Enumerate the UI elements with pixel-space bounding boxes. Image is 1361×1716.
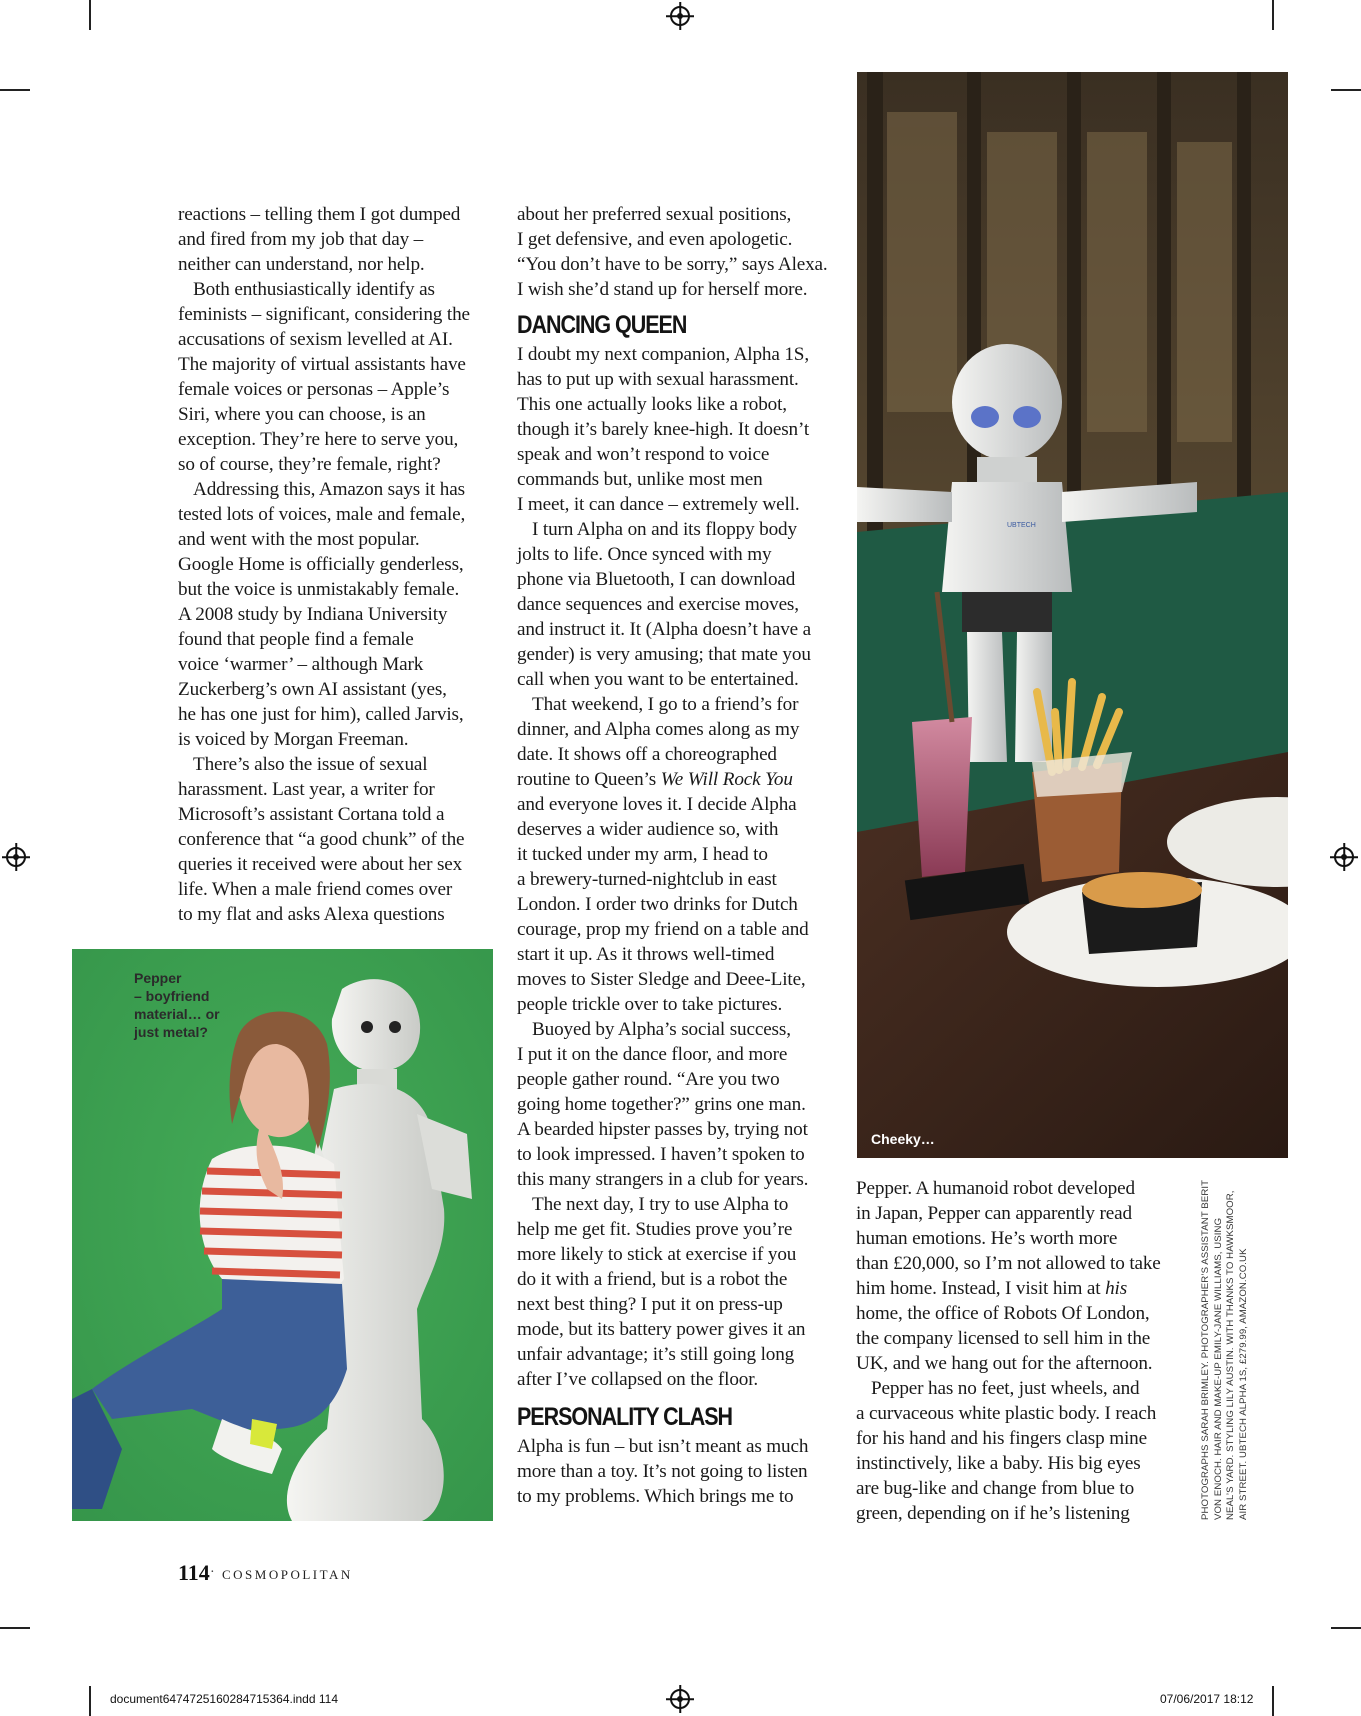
- text-line: [856, 1301, 1186, 1326]
- text-line-content: this many strangers in a club for years.: [517, 1169, 809, 1190]
- text-line-content: accusations of sexism levelled at AI.: [178, 329, 453, 350]
- text-line-content: female voices or personas – Apple’s: [178, 379, 450, 400]
- crop-mark-top-left: [89, 0, 91, 30]
- text-line: [856, 1276, 1186, 1301]
- italic-title: his: [1105, 1278, 1128, 1299]
- text-line: [178, 202, 490, 227]
- text-line-content: human emotions. He’s worth more: [856, 1228, 1118, 1249]
- text-line: [517, 867, 847, 892]
- text-line-content: London. I order two drinks for Dutch: [517, 894, 798, 915]
- text-line: [517, 717, 847, 742]
- text-line: [517, 1117, 847, 1142]
- text-line: [517, 252, 847, 277]
- text-line-content: dinner, and Alpha comes along as my: [517, 719, 800, 740]
- text-line-content: date. It shows off a choreographed: [517, 744, 777, 765]
- text-line: [178, 902, 490, 927]
- text-line-content: unfair advantage; it’s still going long: [517, 1344, 795, 1365]
- text-line-content: the company licensed to sell him in the: [856, 1328, 1151, 1349]
- text-line-content: are bug-like and change from blue to: [856, 1478, 1135, 1499]
- text-line-content: Alpha is fun – but isn’t meant as much: [517, 1436, 809, 1457]
- text-line: [178, 552, 490, 577]
- text-line: [856, 1376, 1186, 1401]
- text-line-content: than £20,000, so I’m not allowed to take: [856, 1253, 1161, 1274]
- pepper-caption-line: Pepper: [134, 970, 182, 986]
- timestamp-slug: 07/06/2017 18:12: [1160, 1692, 1254, 1706]
- text-line-content: to my flat and asks Alexa questions: [178, 904, 445, 925]
- text-line-content: reactions – telling them I got dumped: [178, 204, 461, 225]
- text-line-content: This one actually looks like a robot,: [517, 394, 787, 415]
- registration-mark-right: [1334, 847, 1354, 867]
- text-line-content: tested lots of voices, male and female,: [178, 504, 466, 525]
- column-2-section-2: [517, 1434, 847, 1509]
- text-line-content: more likely to stick at exercise if you: [517, 1244, 797, 1265]
- text-line: [178, 827, 490, 852]
- text-line-content: feminists – significant, considering the: [178, 304, 470, 325]
- alpha-photo-illustration: [857, 72, 1288, 1158]
- text-line: [178, 752, 490, 777]
- text-line: [178, 702, 490, 727]
- text-line-content: Both enthusiastically identify as: [193, 279, 435, 300]
- text-line-content: routine to Queen’s: [517, 769, 657, 790]
- credit-line: AIR STREET. UBTECH ALPHA 1S, £279.99, AMAZON.CO.UK: [1237, 1248, 1249, 1520]
- article-column-2: [517, 202, 847, 1509]
- text-line-content: after I’ve collapsed on the floor.: [517, 1369, 759, 1390]
- text-line: [178, 527, 490, 552]
- credit-line: PHOTOGRAPHS SARAH BRIMLEY. PHOTOGRAPHER’S ASSISTANT BERIT: [1200, 1179, 1211, 1520]
- text-line-content: life. When a male friend comes over: [178, 879, 453, 900]
- text-line: [178, 852, 490, 877]
- magazine-name: COSMOPOLITAN: [222, 1567, 353, 1582]
- text-line: [517, 277, 847, 302]
- text-line-content: Siri, where you can choose, is an: [178, 404, 426, 425]
- text-line-content: A 2008 study by Indiana University: [178, 604, 448, 625]
- pepper-caption-line: – boyfriend: [134, 988, 210, 1004]
- text-line-content: commands but, unlike most men: [517, 469, 763, 490]
- text-line: [178, 727, 490, 752]
- pepper-caption-line: just metal?: [134, 1024, 208, 1040]
- text-line-content: speak and won’t respond to voice: [517, 444, 770, 465]
- text-line-content: a curvaceous white plastic body. I reach: [856, 1403, 1157, 1424]
- text-line-content: people trickle over to take pictures.: [517, 994, 783, 1015]
- text-line: [517, 1484, 847, 1509]
- text-line: [517, 1017, 847, 1042]
- text-line: [178, 252, 490, 277]
- registration-mark-left: [6, 847, 26, 867]
- photo-credits: [1200, 1179, 1250, 1520]
- text-line: [517, 592, 847, 617]
- text-line: [517, 492, 847, 517]
- registration-mark-bottom: [670, 1689, 690, 1709]
- text-line-content: I doubt my next companion, Alpha 1S,: [517, 344, 809, 365]
- text-line: [517, 417, 847, 442]
- text-line: [517, 367, 847, 392]
- text-line: [856, 1401, 1186, 1426]
- column-3-lines: [856, 1176, 1186, 1526]
- text-line: [517, 1142, 847, 1167]
- text-line: [517, 842, 847, 867]
- crop-mark-bottom-left: [89, 1686, 91, 1716]
- text-line-content: green, depending on if he’s listening: [856, 1503, 1130, 1524]
- text-line: [517, 767, 847, 792]
- text-line-content: harassment. Last year, a writer for: [178, 779, 435, 800]
- text-line-content: gender) is very amusing; that mate you: [517, 644, 811, 665]
- text-line: [517, 1434, 847, 1459]
- text-line: [517, 1067, 847, 1092]
- text-line: [517, 742, 847, 767]
- text-line-content: help me get fit. Studies prove you’re: [517, 1219, 793, 1240]
- photo-pepper: [72, 949, 493, 1521]
- text-line: [517, 227, 847, 252]
- text-line: [178, 227, 490, 252]
- crop-mark-left-top: [0, 89, 30, 91]
- column-2-intro: [517, 202, 847, 302]
- column-2-section-1: [517, 342, 847, 1392]
- text-line: [178, 352, 490, 377]
- text-line: [517, 1292, 847, 1317]
- text-line-content: phone via Bluetooth, I can download: [517, 569, 796, 590]
- subheading-personality-clash: PERSONALITY CLASH: [517, 1403, 732, 1431]
- text-line-content: exception. They’re here to serve you,: [178, 429, 459, 450]
- text-line: [517, 517, 847, 542]
- text-line-content: conference that “a good chunk” of the: [178, 829, 465, 850]
- text-line-content: Buoyed by Alpha’s social success,: [532, 1019, 791, 1040]
- crop-mark-right-bottom: [1331, 1627, 1361, 1629]
- text-line: [517, 1317, 847, 1342]
- text-line-content: Pepper. A humanoid robot developed: [856, 1178, 1135, 1199]
- text-line-content: though it’s barely knee-high. It doesn’t: [517, 419, 810, 440]
- crop-mark-bottom-right: [1272, 1686, 1274, 1716]
- text-line: [178, 302, 490, 327]
- robot-chest-label: UBTECH: [1007, 522, 1036, 529]
- text-line: [517, 542, 847, 567]
- text-line-content: Google Home is officially genderless,: [178, 554, 464, 575]
- alpha-caption: Cheeky…: [871, 1131, 935, 1147]
- text-line-content: about her preferred sexual positions,: [517, 204, 792, 225]
- text-line-content: voice ‘warmer’ – although Mark: [178, 654, 424, 675]
- text-line: [517, 202, 847, 227]
- text-line-content: to look impressed. I haven’t spoken to: [517, 1144, 805, 1165]
- text-line-content: and everyone loves it. I decide Alpha: [517, 794, 797, 815]
- text-line-content: more than a toy. It’s not going to listen: [517, 1461, 808, 1482]
- text-line-content: A bearded hipster passes by, trying not: [517, 1119, 808, 1140]
- text-line-content: I meet, it can dance – extremely well.: [517, 494, 800, 515]
- text-line-content: so of course, they’re female, right?: [178, 454, 441, 475]
- text-line: [517, 992, 847, 1017]
- text-line: [517, 1459, 847, 1484]
- text-line: [517, 567, 847, 592]
- italic-title: We Will Rock You: [660, 769, 793, 790]
- text-line: [178, 877, 490, 902]
- text-line: [856, 1326, 1186, 1351]
- text-line: [517, 617, 847, 642]
- text-line-content: found that people find a female: [178, 629, 414, 650]
- text-line-content: I wish she’d stand up for herself more.: [517, 279, 808, 300]
- text-line: [517, 792, 847, 817]
- text-line-content: I turn Alpha on and its floppy body: [532, 519, 797, 540]
- text-line-content: is voiced by Morgan Freeman.: [178, 729, 409, 750]
- text-line-content: for his hand and his fingers clasp mine: [856, 1428, 1147, 1449]
- text-line: [178, 427, 490, 452]
- text-line-content: going home together?” grins one man.: [517, 1094, 806, 1115]
- folio-separator: ·: [210, 1565, 215, 1580]
- text-line-content: but the voice is unmistakably female.: [178, 579, 460, 600]
- text-line: [178, 402, 490, 427]
- text-line-content: and went with the most popular.: [178, 529, 420, 550]
- credit-line: NEAL’S YARD. STYLING LILY AUSTIN. WITH THANKS TO HAWKSMOOR,: [1225, 1190, 1236, 1520]
- text-line: [517, 1242, 847, 1267]
- page-number: 114: [178, 1560, 210, 1585]
- text-line: [178, 777, 490, 802]
- text-line-content: “You don’t have to be sorry,” says Alexa.: [517, 254, 828, 275]
- text-line-content: courage, prop my friend on a table and: [517, 919, 809, 940]
- text-line-content: The next day, I try to use Alpha to: [532, 1194, 789, 1215]
- text-line-content: start it up. As it throws well-timed: [517, 944, 775, 965]
- text-line-content: Zuckerberg’s own AI assistant (yes,: [178, 679, 447, 700]
- text-line-content: The majority of virtual assistants have: [178, 354, 466, 375]
- text-line: [517, 1267, 847, 1292]
- crop-mark-right-top: [1331, 89, 1361, 91]
- text-line-content: deserves a wider audience so, with: [517, 819, 779, 840]
- text-line: [178, 802, 490, 827]
- column-1-lines: [178, 202, 490, 927]
- text-line: [178, 377, 490, 402]
- text-line-content: I get defensive, and even apologetic.: [517, 229, 793, 250]
- text-line-content: home, the office of Robots Of London,: [856, 1303, 1150, 1324]
- text-line: [517, 1192, 847, 1217]
- text-line-content: call when you want to be entertained.: [517, 669, 799, 690]
- photo-alpha-robot: [857, 72, 1288, 1158]
- text-line: [517, 392, 847, 417]
- text-line: [178, 602, 490, 627]
- text-line: [517, 817, 847, 842]
- text-line: [178, 627, 490, 652]
- text-line: [856, 1451, 1186, 1476]
- credit-line: VON ENOCH. HAIR AND MAKE-UP EMILY-JANE WILLIAMS, USING: [1212, 1217, 1224, 1520]
- text-line-content: UK, and we hang out for the afternoon.: [856, 1353, 1153, 1374]
- text-line: [856, 1501, 1186, 1526]
- text-line: [517, 917, 847, 942]
- text-line: [856, 1351, 1186, 1376]
- text-line-content: Addressing this, Amazon says it has: [193, 479, 465, 500]
- text-line: [178, 277, 490, 302]
- text-line: [856, 1226, 1186, 1251]
- text-line: [178, 652, 490, 677]
- text-line-content: instinctively, like a baby. His big eyes: [856, 1453, 1141, 1474]
- registration-mark-top: [670, 6, 690, 26]
- text-line: [517, 692, 847, 717]
- text-line: [178, 477, 490, 502]
- file-slug: document6474725160284715364.indd 114: [110, 1692, 338, 1706]
- text-line-content: queries it received were about her sex: [178, 854, 463, 875]
- text-line: [856, 1476, 1186, 1501]
- text-line: [178, 327, 490, 352]
- crop-mark-left-bottom: [0, 1627, 30, 1629]
- text-line: [517, 442, 847, 467]
- text-line-content: and fired from my job that day –: [178, 229, 424, 250]
- text-line-content: a brewery-turned-nightclub in east: [517, 869, 777, 890]
- text-line: [856, 1426, 1186, 1451]
- text-line: [517, 967, 847, 992]
- article-column-3: [856, 1176, 1186, 1526]
- text-line-content: in Japan, Pepper can apparently read: [856, 1203, 1132, 1224]
- text-line: [178, 677, 490, 702]
- text-line: [517, 667, 847, 692]
- text-line-content: jolts to life. Once synced with my: [517, 544, 772, 565]
- text-line-content: it tucked under my arm, I head to: [517, 844, 768, 865]
- text-line-content: him home. Instead, I visit him at: [856, 1278, 1101, 1299]
- text-line-content: dance sequences and exercise moves,: [517, 594, 799, 615]
- text-line-content: I put it on the dance floor, and more: [517, 1044, 788, 1065]
- text-line: [517, 342, 847, 367]
- text-line-content: mode, but its battery power gives it an: [517, 1319, 806, 1340]
- text-line-content: neither can understand, nor help.: [178, 254, 425, 275]
- text-line-content: he has one just for him), called Jarvis,: [178, 704, 464, 725]
- text-line: [517, 1167, 847, 1192]
- subheading-dancing-queen: DANCING QUEEN: [517, 311, 687, 339]
- text-line-content: That weekend, I go to a friend’s for: [532, 694, 799, 715]
- text-line: [517, 1042, 847, 1067]
- text-line: [856, 1176, 1186, 1201]
- text-line: [517, 1367, 847, 1392]
- text-line-content: There’s also the issue of sexual: [193, 754, 428, 775]
- text-line-content: people gather round. “Are you two: [517, 1069, 780, 1090]
- text-line: [178, 577, 490, 602]
- text-line: [517, 1217, 847, 1242]
- text-line: [856, 1251, 1186, 1276]
- article-column-1: [178, 202, 490, 927]
- text-line-content: next best thing? I put it on press-up: [517, 1294, 783, 1315]
- text-line: [517, 1092, 847, 1117]
- pepper-caption-line: material… or: [134, 1006, 220, 1022]
- text-line-content: do it with a friend, but is a robot the: [517, 1269, 788, 1290]
- text-line-content: has to put up with sexual harassment.: [517, 369, 799, 390]
- text-line: [517, 642, 847, 667]
- text-line: [517, 1342, 847, 1367]
- text-line: [178, 452, 490, 477]
- text-line: [178, 502, 490, 527]
- text-line-content: moves to Sister Sledge and Deee-Lite,: [517, 969, 806, 990]
- text-line: [517, 942, 847, 967]
- text-line-content: to my problems. Which brings me to: [517, 1486, 794, 1507]
- text-line-content: Pepper has no feet, just wheels, and: [871, 1378, 1140, 1399]
- pepper-caption: [134, 969, 220, 1041]
- text-line-content: Microsoft’s assistant Cortana told a: [178, 804, 445, 825]
- text-line-content: and instruct it. It (Alpha doesn’t have a: [517, 619, 812, 640]
- text-line: [856, 1201, 1186, 1226]
- text-line: [517, 467, 847, 492]
- crop-mark-top-right: [1272, 0, 1274, 30]
- text-line: [517, 892, 847, 917]
